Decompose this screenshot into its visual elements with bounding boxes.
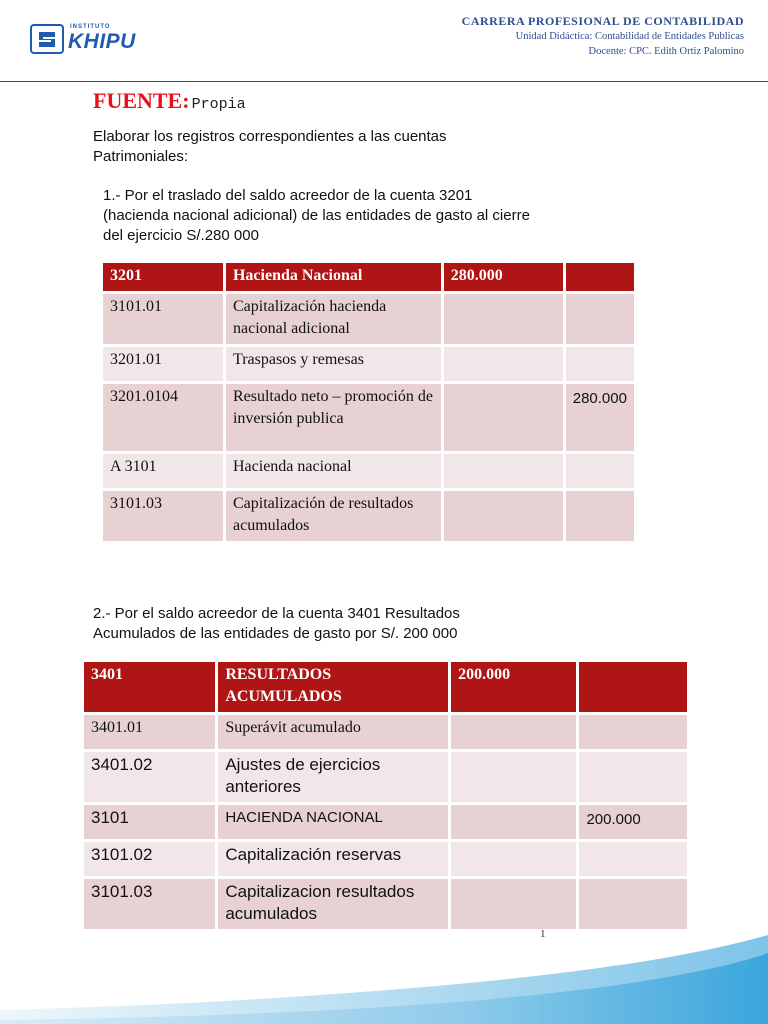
- account-code: 3101.03: [103, 491, 223, 541]
- item2-line: Acumulados de las entidades de gasto por S/. 200 000: [93, 625, 458, 642]
- source-line: [93, 88, 246, 114]
- item1-line: (hacienda nacional adicional) de las entidades de gasto al cierre: [103, 207, 530, 224]
- item2-line: 2.- Por el saldo acreedor de la cuenta 3401 Resultados: [93, 605, 460, 622]
- credit-cell: [579, 752, 687, 802]
- credit-cell: [566, 294, 634, 344]
- item1-line: 1.- Por el traslado del saldo acreedor de la cuenta 3201: [103, 187, 473, 204]
- table-row: [103, 347, 634, 381]
- debit-cell: [444, 454, 563, 488]
- account-name: Traspasos y remesas: [226, 347, 441, 381]
- account-code: 3401.01: [84, 715, 215, 749]
- intro-line: Patrimoniales:: [93, 148, 189, 165]
- table-row: [84, 805, 687, 839]
- header-account-code: 3201: [103, 263, 223, 291]
- intro-paragraph: [93, 127, 447, 167]
- ledger-table-3401: [81, 659, 690, 932]
- item1-line: del ejercicio S/.280 000: [103, 227, 259, 244]
- logo-brand-text: KHIPU: [68, 30, 136, 53]
- institute-logo: [30, 18, 150, 58]
- credit-cell: [579, 715, 687, 749]
- debit-cell: [451, 805, 576, 839]
- debit-cell: [444, 347, 563, 381]
- account-code: 3401.02: [84, 752, 215, 802]
- table-header-row: [84, 662, 687, 712]
- table-row: [84, 715, 687, 749]
- account-name: Resultado neto – promoción de inversión publica: [226, 384, 441, 451]
- intro-line: Elaborar los registros correspondientes a las cuentas: [93, 128, 447, 145]
- document-header: [462, 14, 744, 59]
- debit-cell: [451, 752, 576, 802]
- teacher-name: Docente: CPC. Edith Ortiz Palomino: [588, 46, 744, 57]
- header-debit: 280.000: [444, 263, 563, 291]
- account-name: Capitalización de resultados acumulados: [226, 491, 441, 541]
- account-code: 3101.03: [84, 879, 215, 929]
- account-name: Capitalización hacienda nacional adicional: [226, 294, 441, 344]
- header-debit: 200.000: [451, 662, 576, 712]
- ledger-table-3201: [100, 260, 637, 544]
- account-code: 3101: [84, 805, 215, 839]
- credit-cell: 280.000: [566, 384, 634, 451]
- table-row: [84, 842, 687, 876]
- header-divider: [0, 81, 768, 82]
- table-row: [84, 879, 687, 929]
- account-name: Hacienda nacional: [226, 454, 441, 488]
- credit-cell: 200.000: [579, 805, 687, 839]
- account-code: A 3101: [103, 454, 223, 488]
- item2-paragraph: [93, 604, 460, 644]
- page-number: 1: [540, 928, 546, 940]
- account-name: Superávit acumulado: [218, 715, 448, 749]
- header-credit: [566, 263, 634, 291]
- table-row: [103, 491, 634, 541]
- credit-cell: [566, 454, 634, 488]
- account-name: Capitalizacion resultados acumulados: [218, 879, 448, 929]
- account-code: 3101.01: [103, 294, 223, 344]
- debit-cell: [451, 715, 576, 749]
- header-account-name: Hacienda Nacional: [226, 263, 441, 291]
- source-label: FUENTE:: [93, 88, 190, 113]
- item1-paragraph: [103, 186, 530, 246]
- debit-cell: [444, 491, 563, 541]
- credit-cell: [579, 879, 687, 929]
- footer-wave-decoration: [0, 935, 768, 1024]
- account-name: HACIENDA NACIONAL: [218, 805, 448, 839]
- account-code: 3201.0104: [103, 384, 223, 451]
- table-row: [84, 752, 687, 802]
- table-header-row: [103, 263, 634, 291]
- debit-cell: [451, 842, 576, 876]
- account-name: Ajustes de ejercicios anteriores: [218, 752, 448, 802]
- credit-cell: [566, 491, 634, 541]
- header-account-name: RESULTADOS ACUMULADOS: [218, 662, 448, 712]
- table-row: [103, 294, 634, 344]
- header-account-code: 3401: [84, 662, 215, 712]
- table-row: [103, 454, 634, 488]
- logo-small-text: INSTITUTO: [70, 24, 111, 30]
- debit-cell: [444, 294, 563, 344]
- khipu-logo-icon: [30, 24, 64, 54]
- account-code: 3201.01: [103, 347, 223, 381]
- program-title: CARRERA PROFESIONAL DE CONTABILIDAD: [461, 14, 744, 28]
- account-name: Capitalización reservas: [218, 842, 448, 876]
- account-code: 3101.02: [84, 842, 215, 876]
- credit-cell: [579, 842, 687, 876]
- source-value: Propia: [191, 96, 246, 113]
- debit-cell: [451, 879, 576, 929]
- debit-cell: [444, 384, 563, 451]
- didactic-unit: Unidad Didáctica: Contabilidad de Entidades Publicas: [515, 31, 744, 42]
- header-credit: [579, 662, 687, 712]
- table-row: [103, 384, 634, 451]
- credit-cell: [566, 347, 634, 381]
